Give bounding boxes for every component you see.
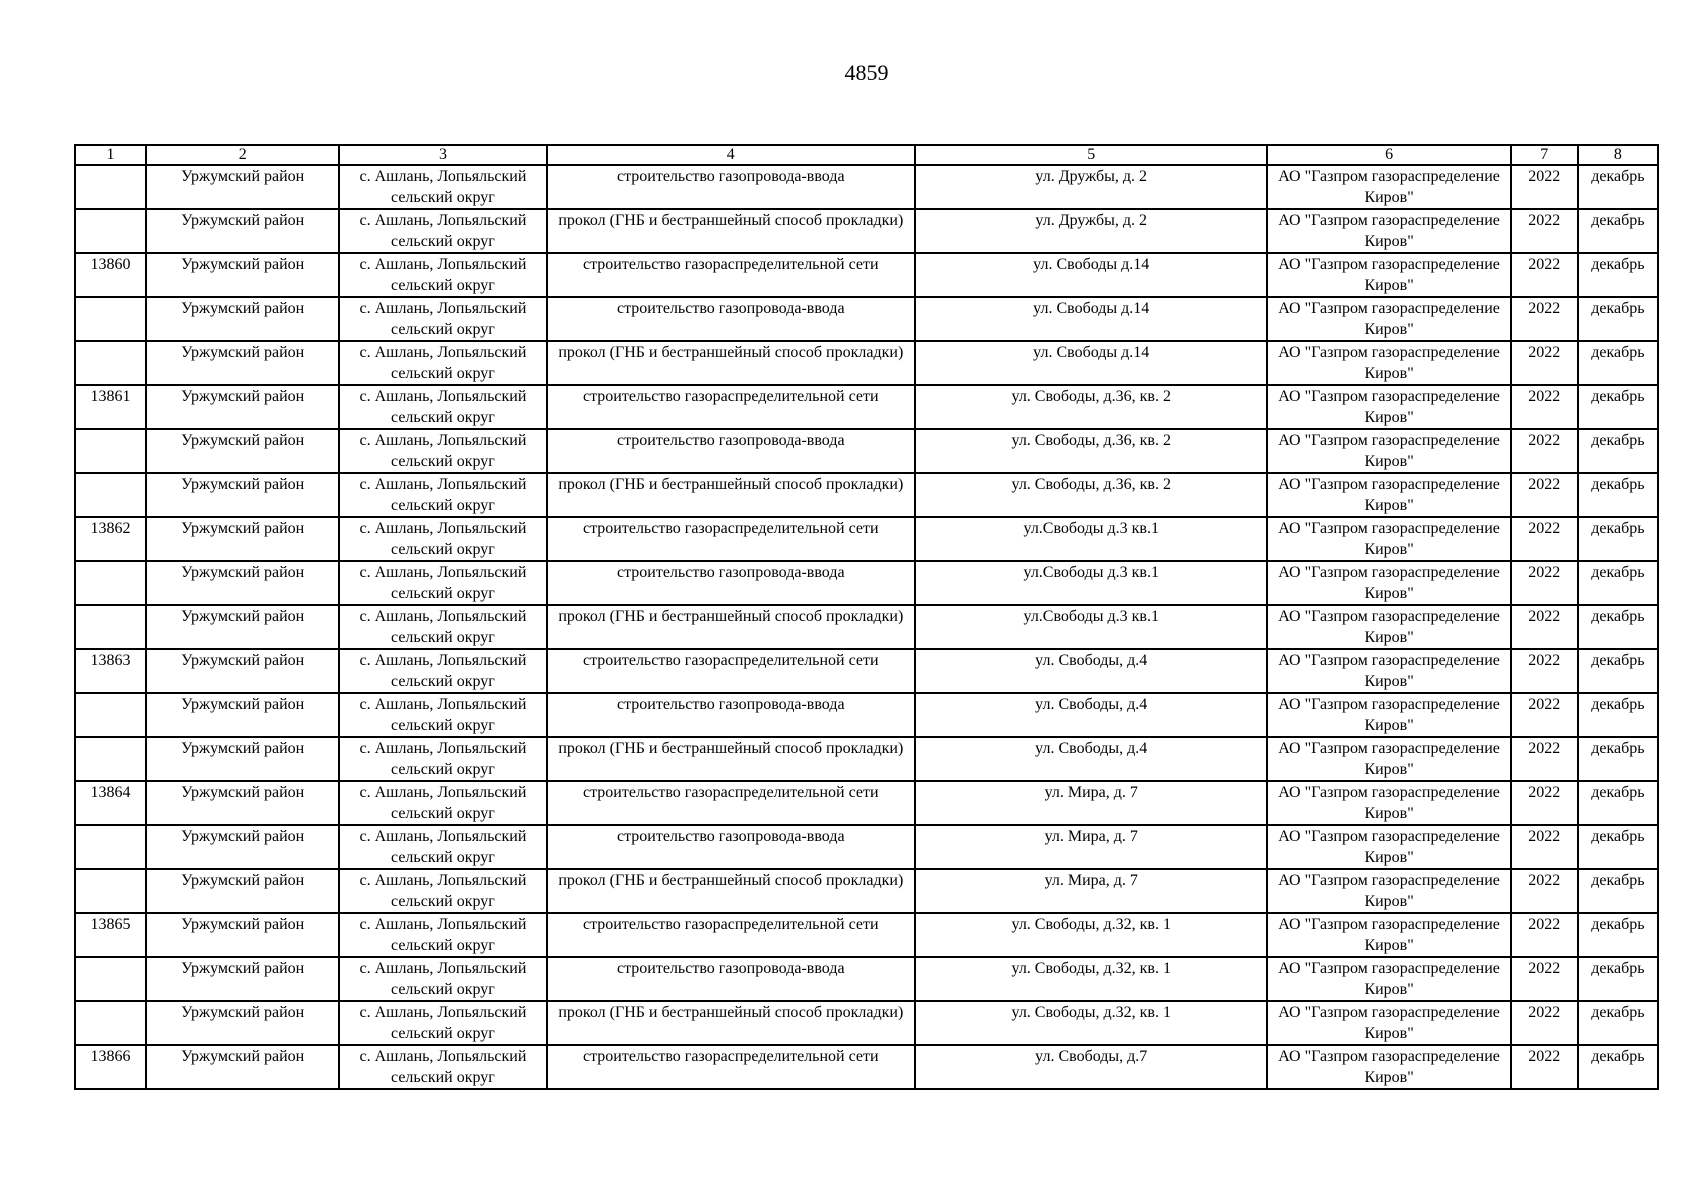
month-cell: декабрь: [1578, 825, 1658, 869]
work-type-cell: строительство газораспределительной сети: [547, 517, 915, 561]
month-cell: декабрь: [1578, 209, 1658, 253]
column-header: 3: [339, 145, 546, 165]
address-cell: ул. Свободы, д.32, кв. 1: [915, 957, 1267, 1001]
column-header: 5: [915, 145, 1267, 165]
year-cell: 2022: [1511, 737, 1578, 781]
organization-cell: АО "Газпром газораспределение Киров": [1267, 341, 1510, 385]
organization-cell: АО "Газпром газораспределение Киров": [1267, 825, 1510, 869]
month-cell: декабрь: [1578, 869, 1658, 913]
address-cell: ул. Свободы, д.36, кв. 2: [915, 429, 1267, 473]
month-cell: декабрь: [1578, 649, 1658, 693]
object-number-cell: 13865: [75, 913, 146, 957]
work-type-cell: прокол (ГНБ и бестраншейный способ прокладки): [547, 869, 915, 913]
year-cell: 2022: [1511, 429, 1578, 473]
column-header: 1: [75, 145, 146, 165]
work-type-cell: прокол (ГНБ и бестраншейный способ прокладки): [547, 737, 915, 781]
district-cell: Уржумский район: [146, 209, 339, 253]
work-type-cell: строительство газопровода-ввода: [547, 297, 915, 341]
month-cell: декабрь: [1578, 429, 1658, 473]
object-number-cell: [75, 341, 146, 385]
work-type-cell: строительство газораспределительной сети: [547, 385, 915, 429]
organization-cell: АО "Газпром газораспределение Киров": [1267, 1045, 1510, 1089]
year-cell: 2022: [1511, 517, 1578, 561]
district-cell: Уржумский район: [146, 1001, 339, 1045]
table-row: [75, 693, 1658, 737]
object-number-cell: 13864: [75, 781, 146, 825]
object-number-cell: 13863: [75, 649, 146, 693]
organization-cell: АО "Газпром газораспределение Киров": [1267, 693, 1510, 737]
year-cell: 2022: [1511, 693, 1578, 737]
organization-cell: АО "Газпром газораспределение Киров": [1267, 869, 1510, 913]
table-row: [75, 561, 1658, 605]
organization-cell: АО "Газпром газораспределение Киров": [1267, 165, 1510, 209]
organization-cell: АО "Газпром газораспределение Киров": [1267, 517, 1510, 561]
object-number-cell: [75, 297, 146, 341]
settlement-cell: с. Ашлань, Лопьяльский сельский округ: [339, 1045, 546, 1089]
table-row: [75, 649, 1658, 693]
settlement-cell: с. Ашлань, Лопьяльский сельский округ: [339, 825, 546, 869]
object-number-cell: [75, 1001, 146, 1045]
month-cell: декабрь: [1578, 605, 1658, 649]
object-number-cell: [75, 473, 146, 517]
work-type-cell: прокол (ГНБ и бестраншейный способ прокладки): [547, 605, 915, 649]
settlement-cell: с. Ашлань, Лопьяльский сельский округ: [339, 517, 546, 561]
year-cell: 2022: [1511, 957, 1578, 1001]
month-cell: декабрь: [1578, 1045, 1658, 1089]
settlement-cell: с. Ашлань, Лопьяльский сельский округ: [339, 869, 546, 913]
settlement-cell: с. Ашлань, Лопьяльский сельский округ: [339, 1001, 546, 1045]
table-body: [75, 165, 1658, 1089]
month-cell: декабрь: [1578, 693, 1658, 737]
address-cell: ул. Мира, д. 7: [915, 781, 1267, 825]
object-number-cell: 13862: [75, 517, 146, 561]
month-cell: декабрь: [1578, 957, 1658, 1001]
settlement-cell: с. Ашлань, Лопьяльский сельский округ: [339, 693, 546, 737]
year-cell: 2022: [1511, 385, 1578, 429]
column-header: 2: [146, 145, 339, 165]
table-row: [75, 341, 1658, 385]
month-cell: декабрь: [1578, 781, 1658, 825]
table-row: [75, 825, 1658, 869]
organization-cell: АО "Газпром газораспределение Киров": [1267, 957, 1510, 1001]
object-number-cell: [75, 165, 146, 209]
month-cell: декабрь: [1578, 253, 1658, 297]
object-number-cell: 13861: [75, 385, 146, 429]
table-row: [75, 165, 1658, 209]
column-number-row: [75, 145, 1658, 165]
table-row: [75, 473, 1658, 517]
settlement-cell: с. Ашлань, Лопьяльский сельский округ: [339, 913, 546, 957]
object-number-cell: [75, 957, 146, 1001]
year-cell: 2022: [1511, 209, 1578, 253]
work-type-cell: строительство газораспределительной сети: [547, 253, 915, 297]
gas-works-table: [74, 144, 1659, 1090]
table-row: [75, 781, 1658, 825]
work-type-cell: прокол (ГНБ и бестраншейный способ прокладки): [547, 209, 915, 253]
address-cell: ул. Дружбы, д. 2: [915, 165, 1267, 209]
object-number-cell: 13860: [75, 253, 146, 297]
object-number-cell: [75, 429, 146, 473]
table-row: [75, 1045, 1658, 1089]
year-cell: 2022: [1511, 341, 1578, 385]
address-cell: ул.Свободы д.3 кв.1: [915, 605, 1267, 649]
organization-cell: АО "Газпром газораспределение Киров": [1267, 473, 1510, 517]
object-number-cell: [75, 737, 146, 781]
district-cell: Уржумский район: [146, 825, 339, 869]
address-cell: ул. Свободы, д.4: [915, 737, 1267, 781]
address-cell: ул. Свободы, д.7: [915, 1045, 1267, 1089]
settlement-cell: с. Ашлань, Лопьяльский сельский округ: [339, 737, 546, 781]
district-cell: Уржумский район: [146, 341, 339, 385]
settlement-cell: с. Ашлань, Лопьяльский сельский округ: [339, 253, 546, 297]
district-cell: Уржумский район: [146, 957, 339, 1001]
organization-cell: АО "Газпром газораспределение Киров": [1267, 781, 1510, 825]
address-cell: ул. Свободы, д.4: [915, 649, 1267, 693]
table-row: [75, 385, 1658, 429]
district-cell: Уржумский район: [146, 473, 339, 517]
work-type-cell: строительство газопровода-ввода: [547, 825, 915, 869]
organization-cell: АО "Газпром газораспределение Киров": [1267, 605, 1510, 649]
object-number-cell: [75, 869, 146, 913]
organization-cell: АО "Газпром газораспределение Киров": [1267, 429, 1510, 473]
settlement-cell: с. Ашлань, Лопьяльский сельский округ: [339, 385, 546, 429]
column-header: 6: [1267, 145, 1510, 165]
table-row: [75, 605, 1658, 649]
table-row: [75, 429, 1658, 473]
address-cell: ул. Свободы, д.36, кв. 2: [915, 473, 1267, 517]
object-number-cell: [75, 209, 146, 253]
settlement-cell: с. Ашлань, Лопьяльский сельский округ: [339, 209, 546, 253]
district-cell: Уржумский район: [146, 693, 339, 737]
settlement-cell: с. Ашлань, Лопьяльский сельский округ: [339, 341, 546, 385]
table-row: [75, 957, 1658, 1001]
work-type-cell: строительство газопровода-ввода: [547, 957, 915, 1001]
year-cell: 2022: [1511, 1045, 1578, 1089]
address-cell: ул. Свободы, д.32, кв. 1: [915, 1001, 1267, 1045]
address-cell: ул. Мира, д. 7: [915, 825, 1267, 869]
district-cell: Уржумский район: [146, 649, 339, 693]
organization-cell: АО "Газпром газораспределение Киров": [1267, 253, 1510, 297]
settlement-cell: с. Ашлань, Лопьяльский сельский округ: [339, 781, 546, 825]
month-cell: декабрь: [1578, 737, 1658, 781]
table-row: [75, 517, 1658, 561]
work-type-cell: строительство газопровода-ввода: [547, 429, 915, 473]
work-type-cell: строительство газопровода-ввода: [547, 693, 915, 737]
work-type-cell: строительство газораспределительной сети: [547, 649, 915, 693]
district-cell: Уржумский район: [146, 913, 339, 957]
year-cell: 2022: [1511, 781, 1578, 825]
year-cell: 2022: [1511, 473, 1578, 517]
address-cell: ул. Свободы, д.4: [915, 693, 1267, 737]
table-row: [75, 869, 1658, 913]
district-cell: Уржумский район: [146, 605, 339, 649]
organization-cell: АО "Газпром газораспределение Киров": [1267, 297, 1510, 341]
district-cell: Уржумский район: [146, 737, 339, 781]
organization-cell: АО "Газпром газораспределение Киров": [1267, 1001, 1510, 1045]
month-cell: декабрь: [1578, 385, 1658, 429]
organization-cell: АО "Газпром газораспределение Киров": [1267, 561, 1510, 605]
work-type-cell: строительство газораспределительной сети: [547, 1045, 915, 1089]
year-cell: 2022: [1511, 825, 1578, 869]
address-cell: ул. Дружбы, д. 2: [915, 209, 1267, 253]
district-cell: Уржумский район: [146, 781, 339, 825]
month-cell: декабрь: [1578, 297, 1658, 341]
district-cell: Уржумский район: [146, 253, 339, 297]
year-cell: 2022: [1511, 649, 1578, 693]
address-cell: ул.Свободы д.3 кв.1: [915, 517, 1267, 561]
address-cell: ул. Свободы д.14: [915, 341, 1267, 385]
work-type-cell: прокол (ГНБ и бестраншейный способ прокладки): [547, 473, 915, 517]
district-cell: Уржумский район: [146, 1045, 339, 1089]
year-cell: 2022: [1511, 913, 1578, 957]
address-cell: ул.Свободы д.3 кв.1: [915, 561, 1267, 605]
organization-cell: АО "Газпром газораспределение Киров": [1267, 385, 1510, 429]
table-row: [75, 737, 1658, 781]
district-cell: Уржумский район: [146, 297, 339, 341]
address-cell: ул. Мира, д. 7: [915, 869, 1267, 913]
month-cell: декабрь: [1578, 165, 1658, 209]
work-type-cell: строительство газораспределительной сети: [547, 781, 915, 825]
settlement-cell: с. Ашлань, Лопьяльский сельский округ: [339, 429, 546, 473]
district-cell: Уржумский район: [146, 165, 339, 209]
organization-cell: АО "Газпром газораспределение Киров": [1267, 209, 1510, 253]
district-cell: Уржумский район: [146, 561, 339, 605]
table-row: [75, 209, 1658, 253]
settlement-cell: с. Ашлань, Лопьяльский сельский округ: [339, 561, 546, 605]
object-number-cell: [75, 693, 146, 737]
month-cell: декабрь: [1578, 473, 1658, 517]
year-cell: 2022: [1511, 1001, 1578, 1045]
object-number-cell: [75, 605, 146, 649]
district-cell: Уржумский район: [146, 385, 339, 429]
district-cell: Уржумский район: [146, 517, 339, 561]
object-number-cell: 13866: [75, 1045, 146, 1089]
work-type-cell: строительство газопровода-ввода: [547, 561, 915, 605]
settlement-cell: с. Ашлань, Лопьяльский сельский округ: [339, 957, 546, 1001]
settlement-cell: с. Ашлань, Лопьяльский сельский округ: [339, 165, 546, 209]
organization-cell: АО "Газпром газораспределение Киров": [1267, 649, 1510, 693]
month-cell: декабрь: [1578, 341, 1658, 385]
column-header: 7: [1511, 145, 1578, 165]
table-row: [75, 297, 1658, 341]
year-cell: 2022: [1511, 165, 1578, 209]
district-cell: Уржумский район: [146, 869, 339, 913]
column-header: 8: [1578, 145, 1658, 165]
object-number-cell: [75, 561, 146, 605]
table-row: [75, 913, 1658, 957]
month-cell: декабрь: [1578, 517, 1658, 561]
year-cell: 2022: [1511, 253, 1578, 297]
settlement-cell: с. Ашлань, Лопьяльский сельский округ: [339, 473, 546, 517]
district-cell: Уржумский район: [146, 429, 339, 473]
year-cell: 2022: [1511, 869, 1578, 913]
work-type-cell: строительство газораспределительной сети: [547, 913, 915, 957]
settlement-cell: с. Ашлань, Лопьяльский сельский округ: [339, 297, 546, 341]
address-cell: ул. Свободы д.14: [915, 253, 1267, 297]
work-type-cell: прокол (ГНБ и бестраншейный способ прокладки): [547, 1001, 915, 1045]
organization-cell: АО "Газпром газораспределение Киров": [1267, 913, 1510, 957]
settlement-cell: с. Ашлань, Лопьяльский сельский округ: [339, 649, 546, 693]
year-cell: 2022: [1511, 605, 1578, 649]
page-number: 4859: [844, 60, 889, 85]
column-header: 4: [547, 145, 915, 165]
month-cell: декабрь: [1578, 1001, 1658, 1045]
table-row: [75, 1001, 1658, 1045]
settlement-cell: с. Ашлань, Лопьяльский сельский округ: [339, 605, 546, 649]
address-cell: ул. Свободы, д.32, кв. 1: [915, 913, 1267, 957]
object-number-cell: [75, 825, 146, 869]
table-row: [75, 253, 1658, 297]
address-cell: ул. Свободы, д.36, кв. 2: [915, 385, 1267, 429]
work-type-cell: прокол (ГНБ и бестраншейный способ прокладки): [547, 341, 915, 385]
organization-cell: АО "Газпром газораспределение Киров": [1267, 737, 1510, 781]
year-cell: 2022: [1511, 297, 1578, 341]
month-cell: декабрь: [1578, 561, 1658, 605]
year-cell: 2022: [1511, 561, 1578, 605]
work-type-cell: строительство газопровода-ввода: [547, 165, 915, 209]
month-cell: декабрь: [1578, 913, 1658, 957]
address-cell: ул. Свободы д.14: [915, 297, 1267, 341]
